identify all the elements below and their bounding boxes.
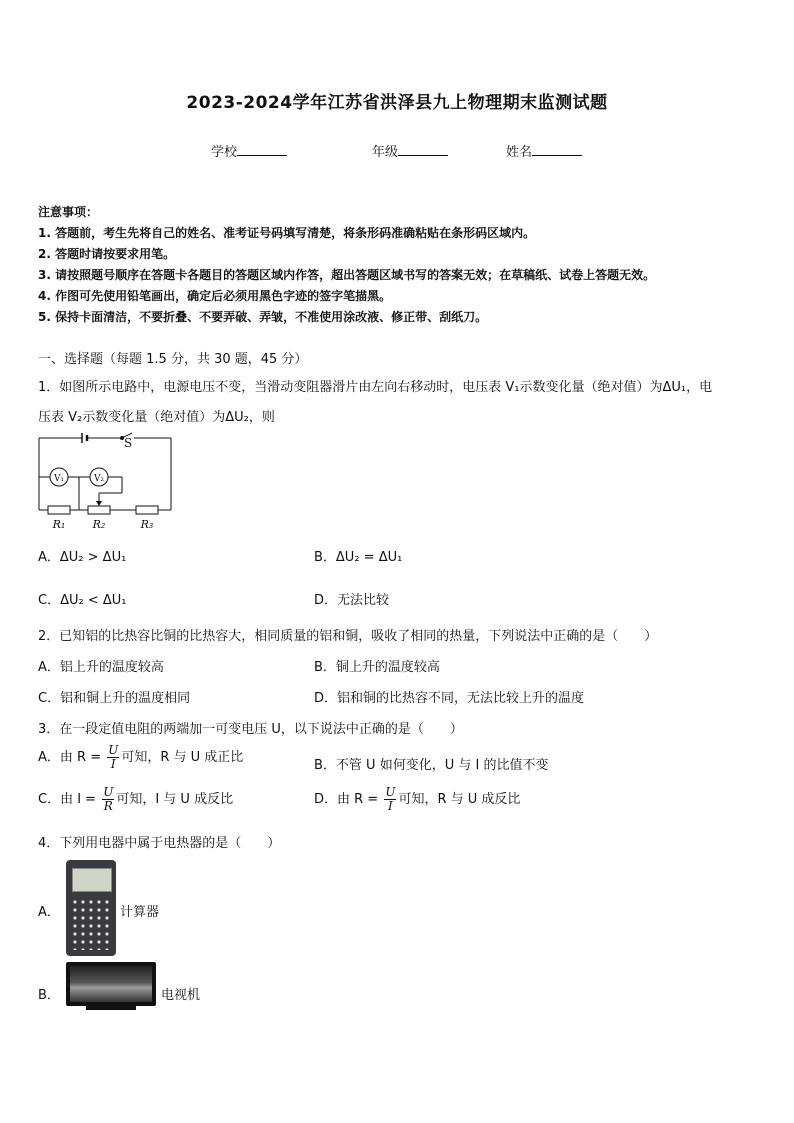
school-blank	[237, 143, 287, 156]
q3-option-d	[314, 786, 520, 813]
fraction-denominator: I	[110, 757, 116, 771]
q2-option-b: B．铜上升的温度较高	[314, 660, 440, 675]
fraction-denominator: R	[103, 799, 113, 813]
name-field	[506, 141, 582, 160]
q1-option-c: C．ΔU₂ < ΔU₁	[38, 593, 127, 608]
q3-c-prefix: C．由 I =	[38, 792, 101, 807]
q2-option-c: C．铝和铜上升的温度相同	[38, 691, 191, 706]
q4-option-b-label: B．	[38, 988, 60, 1003]
television-screen	[70, 966, 152, 1002]
switch-label: S	[124, 436, 133, 450]
q4-option-b-text: 电视机	[161, 988, 201, 1003]
section-heading: 一、选择题（每题 1.5 分，共 30 题，45 分）	[38, 352, 308, 367]
resistor-r1-label: R₁	[52, 518, 66, 531]
q3-d-suffix: 可知，R 与 U 成反比	[398, 792, 521, 807]
q4-option-a-label: A．	[38, 905, 60, 920]
fraction	[384, 786, 396, 813]
television-image	[66, 962, 156, 1006]
q1-option-b: B．ΔU₂ = ΔU₁	[314, 550, 403, 565]
fraction-numerator: U	[103, 785, 114, 799]
q2-stem: 2．已知铝的比热容比铜的比热容大，相同质量的铝和铜，吸收了相同的热量，下列说法中正确的是（ ）	[38, 629, 658, 644]
grade-field	[372, 141, 448, 160]
q1-stem-line1: 1．如图所示电路中，电源电压不变，当滑动变阻器滑片由左向右移动时，电压表 V₁示数变化量（绝对值）为ΔU₁，电	[38, 380, 713, 395]
q3-d-prefix: D．由 R =	[314, 792, 383, 807]
resistor-r2-label: R₂	[92, 518, 106, 531]
q1-option-a: A．ΔU₂ > ΔU₁	[38, 550, 127, 565]
school-label: 学校	[211, 145, 238, 160]
fraction	[107, 744, 119, 771]
television-stand	[86, 1006, 136, 1010]
note-item: 5. 保持卡面清洁，不要折叠、不要弄破、弄皱，不准使用涂改液、修正带、刮纸刀。	[38, 310, 488, 324]
fraction-denominator: I	[388, 799, 393, 813]
note-item: 2. 答题时请按要求用笔。	[38, 247, 176, 261]
fraction	[102, 786, 114, 813]
fraction-numerator: U	[108, 743, 119, 757]
q1-stem-line2: 压表 V₂示数变化量（绝对值）为ΔU₂，则	[38, 410, 275, 425]
q3-option-c	[38, 786, 233, 813]
q4-stem: 4．下列用电器中属于电热器的是（ ）	[38, 836, 281, 851]
name-label: 姓名	[506, 145, 533, 160]
q3-c-suffix: 可知，I 与 U 成反比	[116, 792, 234, 807]
page-title: 2023-2024学年江苏省洪泽县九上物理期末监测试题	[186, 93, 608, 113]
note-item: 1. 答题前，考生先将自己的姓名、准考证号码填写清楚，将条形码准确粘贴在条形码区域内。	[38, 226, 536, 240]
calculator-screen	[72, 868, 112, 892]
calculator-image	[66, 860, 116, 956]
note-item: 3. 请按照题号顺序在答题卡各题目的答题区域内作答，超出答题区域书写的答案无效；在草稿纸、试卷上答题无效。	[38, 268, 656, 282]
fraction-numerator: U	[385, 785, 396, 799]
grade-blank	[398, 143, 448, 156]
voltmeter-v1-label: V₁	[53, 474, 65, 484]
q4-option-a-text: 计算器	[120, 905, 160, 920]
notes-heading: 注意事项：	[38, 205, 99, 219]
circuit-diagram	[34, 430, 176, 534]
resistor-r3-label: R₃	[140, 518, 154, 531]
q2-option-a: A．铝上升的温度较高	[38, 660, 164, 675]
q3-a-prefix: A．由 R =	[38, 750, 106, 765]
q3-option-b: B．不管 U 如何变化，U 与 I 的比值不变	[314, 758, 549, 773]
note-item: 4. 作图可先使用铅笔画出，确定后必须用黑色字迹的签字笔描黑。	[38, 289, 392, 303]
school-field	[211, 141, 287, 160]
q1-option-d: D．无法比较	[314, 593, 390, 608]
q3-a-suffix: 可知，R 与 U 成正比	[121, 750, 244, 765]
name-blank	[532, 143, 582, 156]
q3-option-a	[38, 744, 243, 771]
q3-stem: 3．在一段定值电阻的两端加一可变电压 U，以下说法中正确的是（ ）	[38, 722, 463, 737]
grade-label: 年级	[372, 145, 399, 160]
q2-option-d: D．铝和铜的比热容不同，无法比较上升的温度	[314, 691, 585, 706]
voltmeter-v2-label: V₂	[93, 474, 105, 484]
calculator-keys	[71, 898, 111, 950]
